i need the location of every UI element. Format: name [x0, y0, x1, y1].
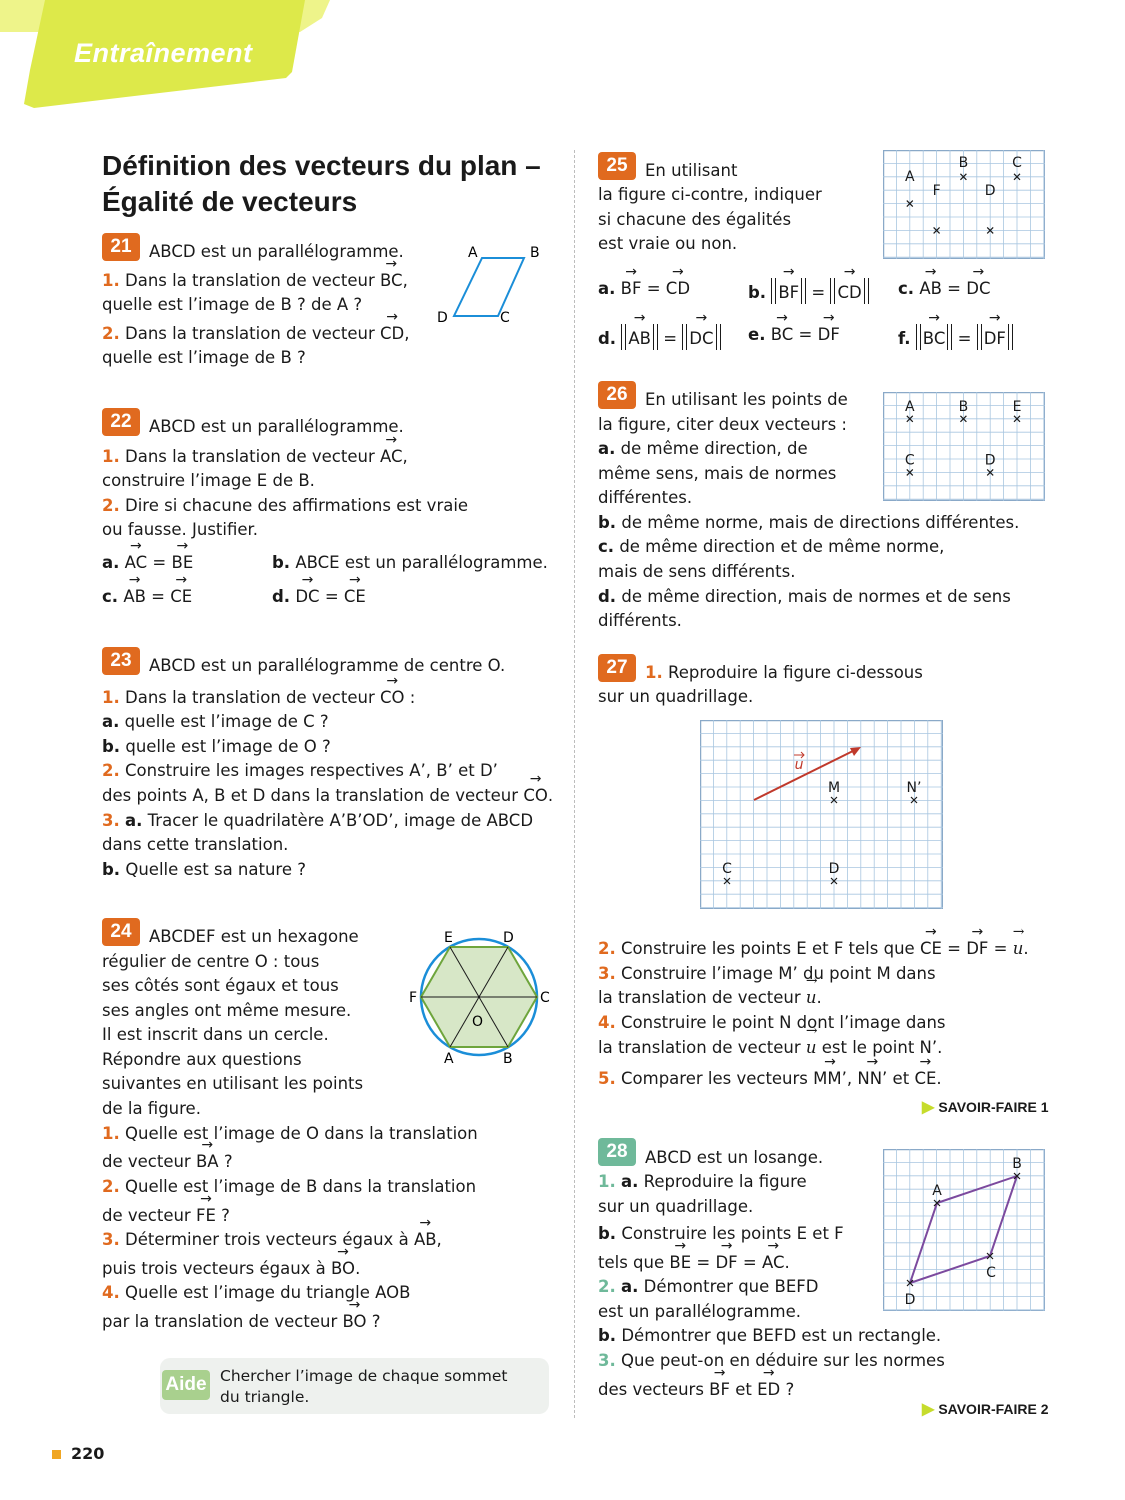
grid-border [884, 1150, 1045, 1311]
equality-e: e. → BC = → DF [748, 324, 840, 346]
page-header-title: Entraînement [74, 38, 253, 68]
intro-line: régulier de centre O : tous [102, 952, 320, 971]
intro-line: de la figure. [102, 1099, 201, 1118]
column-divider [574, 150, 575, 1418]
question-1a: 1. a. Reproduire la figure [598, 1172, 807, 1191]
point-label-c: C [540, 990, 550, 1006]
point-label-b: B [530, 245, 540, 261]
intro-line: Il est inscrit dans un cercle. [102, 1025, 329, 1044]
point-label-c: C [500, 310, 510, 326]
question-2-line2: quelle est l’image de B ? [102, 348, 306, 367]
question-2-line2: ou fausse. Justifier. [102, 520, 259, 539]
point-label: A [905, 169, 915, 185]
question-2b: b. Démontrer que BEFD est un rectangle. [598, 1326, 942, 1345]
question-2: 2. Dire si chacune des affirmations est vraie [102, 496, 469, 515]
question-4-line2: la translation de vecteur → u est le point N’. [598, 1037, 942, 1059]
page-number: 220 [52, 1444, 104, 1463]
hexagon-figure [400, 925, 560, 1070]
item-d: d. de même direction, mais de normes et de sens [598, 587, 1011, 606]
grid-figure-25 [883, 150, 1045, 259]
exercise-number-badge: 28 [598, 1138, 636, 1166]
question-1b: b. quelle est l’image de O ? [102, 737, 331, 756]
exercise-intro: En utilisant [645, 161, 738, 180]
point-label-d: D [437, 310, 448, 326]
exercise-intro: ABCD est un losange. [645, 1148, 824, 1167]
question-3-line2: puis trois vecteurs égaux à → BO. [102, 1258, 360, 1280]
exercise-intro: ABCD est un parallélogramme. [149, 242, 404, 261]
point-label: N’ [906, 780, 922, 796]
point-label: D [828, 861, 840, 877]
exercise-number-badge: 23 [102, 647, 140, 675]
point-label: B [958, 155, 969, 171]
item-b: b. de même norme, mais de directions différentes. [598, 513, 1020, 532]
equality-d: d. → AB = → DC [598, 324, 721, 350]
exercise-number-badge: 21 [102, 233, 140, 261]
play-triangle-icon: ▶ [922, 1401, 935, 1418]
vector-ac: → AC [380, 446, 403, 468]
parallelogram-figure [430, 238, 550, 330]
vector-cd: → CD [380, 323, 404, 345]
intro-line: la figure, citer deux vecteurs : [598, 415, 847, 434]
point-label-o: O [472, 1014, 484, 1030]
point-label-a: A [468, 245, 478, 261]
point-label: C [1012, 155, 1022, 171]
question-1: 1. Reproduire la figure ci-dessous [645, 663, 923, 682]
intro-line: Répondre aux questions [102, 1050, 302, 1069]
statement-d: d. → DC = → CE [272, 586, 366, 608]
point-label-e: E [444, 930, 453, 946]
intro-line: ses angles ont même mesure. [102, 1001, 352, 1020]
exercise-intro: ABCD est un parallélogramme. [149, 417, 404, 436]
section-title: Définition des vecteurs du plan – Égalité de vecteurs [102, 150, 541, 217]
point-label: D [984, 183, 996, 199]
point-label-d: D [503, 930, 514, 946]
item-d-line2: différents. [598, 611, 682, 630]
question-2: 2. Dans la translation de vecteur → CD, [102, 323, 409, 345]
question-2-line2: de vecteur → FE ? [102, 1205, 230, 1227]
question-2a: 2. a. Démontrer que BEFD [598, 1277, 819, 1296]
question-2: 2. Construire les images respectives A’, B’ et D’ [102, 761, 498, 780]
point-label: A [905, 398, 915, 415]
question-3b: b. Quelle est sa nature ? [102, 860, 306, 879]
question-1: 1. Quelle est l’image de O dans la translation [102, 1124, 478, 1143]
point-label: C [722, 861, 732, 877]
point-label-c: C [986, 1265, 996, 1281]
question-3a: 3. a. Tracer le quadrilatère A’B’OD’, image de ABCD [102, 811, 534, 830]
vector-u-label: u [794, 757, 804, 773]
question-1a: a. quelle est l’image de C ? [102, 712, 329, 731]
point-label: B [958, 398, 969, 415]
exercise-number-badge: 24 [102, 918, 140, 946]
statement-a: a. → AC = → BE [102, 552, 193, 574]
exercise-number-badge: 27 [598, 654, 636, 682]
question-1: 1. Dans la translation de vecteur → AC, [102, 446, 408, 468]
question-1: 1. Dans la translation de vecteur → BC, [102, 270, 408, 292]
exercise-number-badge: 26 [598, 381, 636, 409]
question-4-line2: par la translation de vecteur → BO ? [102, 1311, 381, 1333]
point-label: M [827, 780, 841, 796]
question-2: 2. Construire les points E et F tels que → CE = → DF = → u. [598, 938, 1029, 960]
equality-b: b. → BF = → CD [748, 278, 869, 304]
intro-line: suivantes en utilisant les points [102, 1074, 364, 1093]
vector-u-arrow [754, 749, 857, 800]
point-label-d: D [904, 1292, 916, 1308]
help-text: Chercher l’image de chaque sommet du triangle. [220, 1367, 508, 1406]
question-2a-line2: est un parallélogramme. [598, 1302, 802, 1321]
question-1b-line2: tels que → BE = → DF = → AC. [598, 1252, 790, 1274]
intro-line: la figure ci-contre, indiquer [598, 185, 822, 204]
intro-line: ses côtés sont égaux et tous [102, 976, 339, 995]
exercise-intro: ABCDEF est un hexagone [149, 927, 359, 946]
equality-f: f. → BC = → DF [898, 324, 1013, 350]
question-3: 3. Déterminer trois vecteurs égaux à → AB, [102, 1229, 442, 1251]
vector-co: → CO [380, 687, 405, 709]
item-a-line2: même sens, mais de normes [598, 464, 837, 483]
exercise-intro: ABCD est un parallélogramme de centre O. [149, 656, 506, 675]
vector-bc: → BC [380, 270, 403, 292]
savoir-faire-link-2[interactable]: ▶ SAVOIR-FAIRE 2 [922, 1401, 1049, 1418]
statement-c: c. → AB = → CE [102, 586, 192, 608]
question-1-line2: de vecteur → BA ? [102, 1151, 233, 1173]
equality-c: c. → AB = → DC [898, 278, 990, 300]
question-4: 4. Construire le point N dont l’image dans [598, 1013, 946, 1032]
grid-figure-28 [883, 1149, 1045, 1311]
question-3-line2: la translation de vecteur → u. [598, 987, 822, 1009]
page-marker-icon [52, 1450, 61, 1459]
question-5: 5. Comparer les vecteurs → MM’, → NN’ et → CE. [598, 1068, 942, 1090]
grid-figure-27 [700, 720, 943, 909]
exercise-number-badge: 25 [598, 152, 636, 180]
question-1b: b. Construire les points E et F [598, 1224, 844, 1243]
intro-line: est vraie ou non. [598, 234, 738, 253]
question-2-line2: des points A, B et D dans la translation de vecteur → CO. [102, 785, 553, 807]
question-2: 2. Quelle est l’image de B dans la translation [102, 1177, 477, 1196]
question-1a-line2: sur un quadrillage. [598, 1197, 754, 1216]
question-1-line2: quelle est l’image de B ? de A ? [102, 295, 363, 314]
item-a-line3: différentes. [598, 488, 693, 507]
grid-border [701, 721, 943, 909]
question-3: 3. Construire l’image M’ du point M dans [598, 964, 936, 983]
question-3: 3. Que peut-on en déduire sur les normes [598, 1351, 945, 1370]
item-c: c. de même direction et de même norme, [598, 537, 945, 556]
point-label: C [904, 452, 915, 469]
item-c-line2: mais de sens différents. [598, 562, 796, 581]
question-3a-line2: dans cette translation. [102, 835, 289, 854]
exercise-intro: En utilisant les points de [645, 390, 848, 409]
item-a: a. de même direction, de [598, 439, 808, 458]
savoir-faire-link-1[interactable]: ▶ SAVOIR-FAIRE 1 [922, 1099, 1049, 1116]
point-label-a: A [444, 1051, 454, 1067]
point-label-f: F [409, 990, 418, 1006]
point-label-b: B [1012, 1156, 1022, 1172]
question-1-line2: construire l’image E de B. [102, 471, 315, 490]
equality-a: a. → BF = → CD [598, 278, 690, 300]
intro-line: si chacune des égalités [598, 210, 792, 229]
point-label: F [932, 183, 941, 199]
question-4: 4. Quelle est l’image du triangle AOB [102, 1283, 411, 1302]
statement-b: b. ABCE est un parallélogramme. [272, 553, 548, 572]
question-1: 1. Dans la translation de vecteur → CO : [102, 687, 415, 709]
question-1-line2: sur un quadrillage. [598, 687, 754, 706]
exercise-number-badge: 22 [102, 408, 140, 436]
play-triangle-icon: ▶ [922, 1099, 935, 1116]
point-label-a: A [932, 1183, 942, 1199]
question-3-line2: des vecteurs → BF et → ED ? [598, 1379, 794, 1401]
point-label: E [1012, 398, 1022, 415]
point-label-b: B [503, 1051, 513, 1067]
grid-figure-26 [883, 392, 1045, 501]
help-label: Aide [162, 1370, 210, 1400]
point-label: D [984, 452, 996, 469]
